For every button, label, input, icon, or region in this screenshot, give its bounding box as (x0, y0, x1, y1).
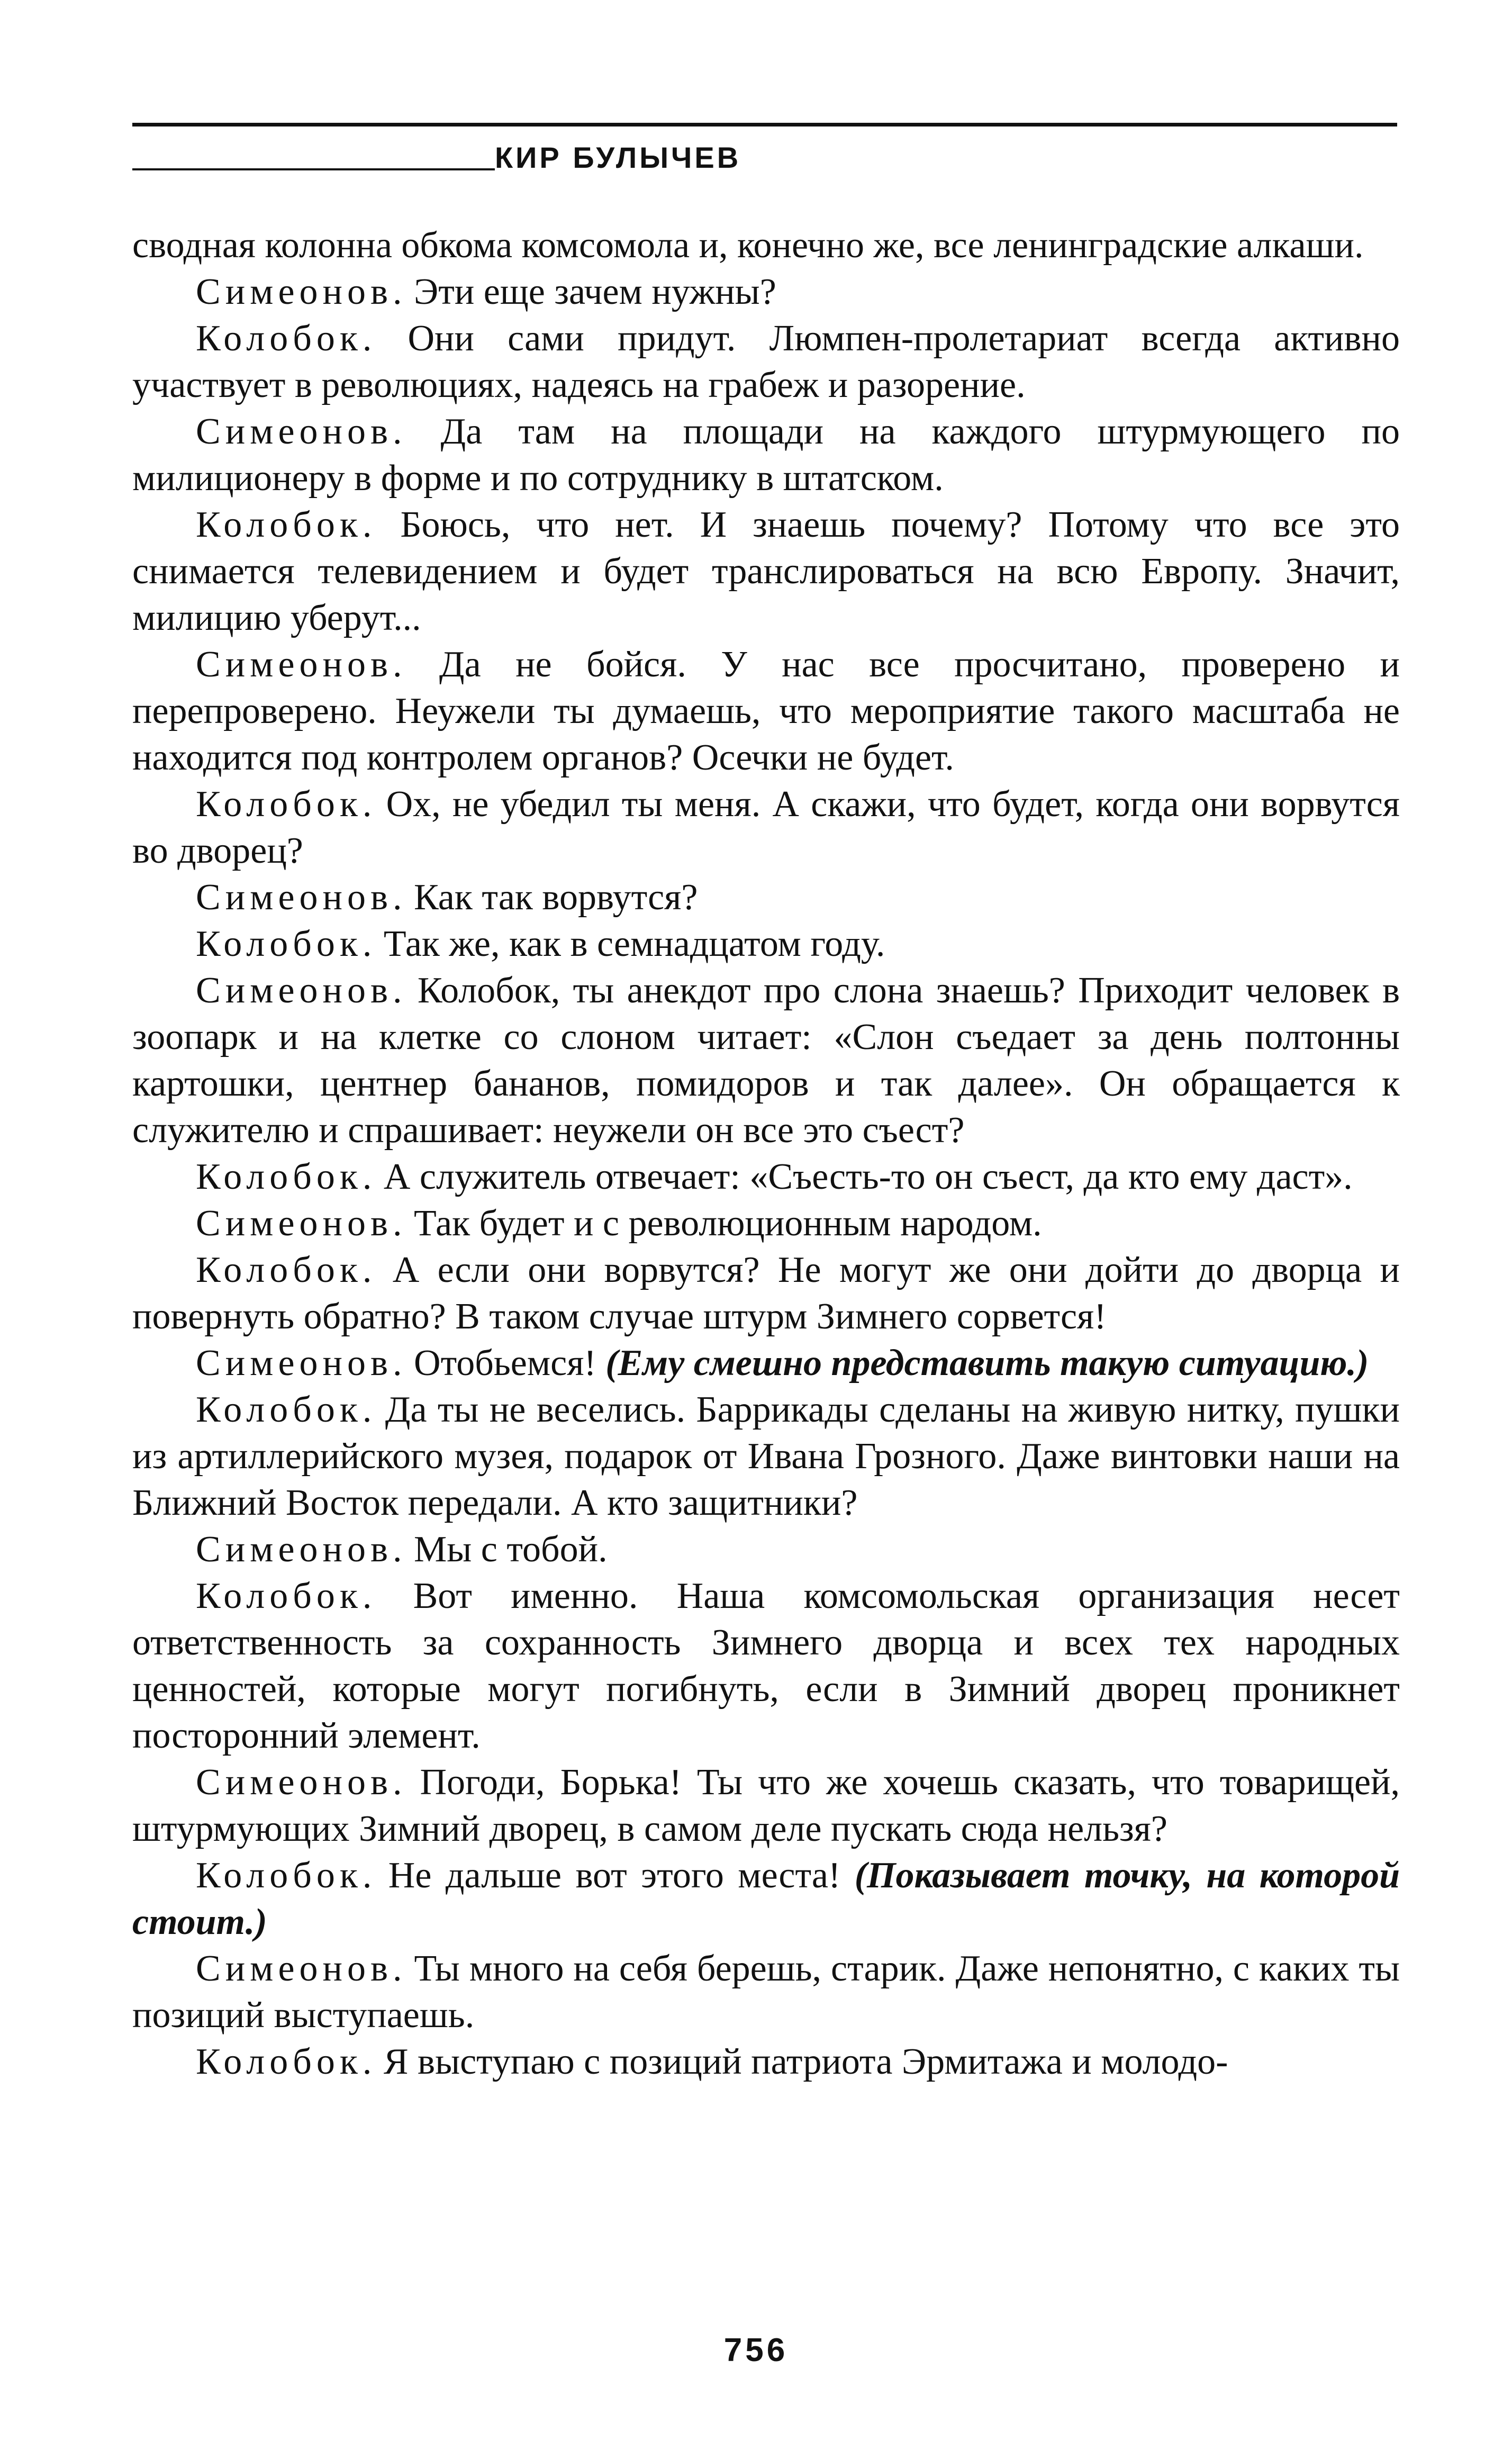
dialogue-paragraph (132, 1387, 1400, 1526)
speech-text: Мы с тобой. (404, 1529, 608, 1570)
speech-text: Так будет и с революционным народом. (404, 1203, 1042, 1244)
speaker-name: Колобок. (196, 1250, 377, 1290)
speech-text: Колобок, ты анекдот про слона знаешь? Приходит человек в зоопарк и на клетке со слоном читает: «Слон съедает за день полтонны картошки, центнер бананов, помидоров и так далее». Он обращается к служителю и спрашивает: неужели он все это съест? (132, 970, 1400, 1151)
dialogue-paragraph (132, 921, 1400, 968)
dialogue-paragraph (132, 269, 1400, 315)
speaker-name: Симеонов. (196, 877, 407, 918)
speech-text: Да не бойся. У нас все просчитано, проверено и перепроверено. Неужели ты думаешь, что мероприятие такого масштаба не находится под контролем органов? Осечки не будет. (132, 644, 1400, 778)
speaker-name: Симеонов. (196, 1529, 407, 1570)
speech-text: Не дальше вот этого места! (374, 1855, 855, 1896)
header-underline (132, 168, 495, 170)
speaker-name: Симеонов. (196, 272, 407, 312)
speaker-name: Колобок. (196, 1855, 377, 1896)
speech-text: Ты много на себя берешь, старик. Даже непонятно, с каких ты позиций выступаешь. (132, 1948, 1400, 2036)
speaker-name: Колобок. (196, 1156, 377, 1197)
speech-text: А если они ворвутся? Не могут же они дойти до дворца и повернуть обратно? В таком случае штурм Зимнего сорвется! (132, 1250, 1400, 1337)
stage-direction: (Показывает точку, на которой стоит.) (132, 1855, 1400, 1942)
speech-text: Да ты не веселись. Баррикады сделаны на живую нитку, пушки из артиллерийского музея, подарок от Ивана Грозного. Даже винтовки наши на Ближний Восток передали. А кто защитники? (132, 1389, 1400, 1523)
dialogue-paragraph (132, 1759, 1400, 1852)
dialogue-paragraph (132, 1526, 1400, 1573)
speaker-name: Колобок. (196, 1389, 377, 1430)
speaker-name: Симеонов. (196, 1762, 407, 1803)
dialogue-paragraph (132, 968, 1400, 1154)
speaker-name: Симеонов. (196, 1948, 407, 1989)
dialogue-paragraph (132, 1154, 1400, 1200)
speech-text: Я выступаю с позиций патриота Эрмитажа и молодо- (374, 2041, 1228, 2082)
dialogue-paragraph (132, 1340, 1400, 1387)
stage-direction: (Ему смешно представить такую ситуацию.) (605, 1343, 1369, 1384)
speech-text: Боюсь, что нет. И знаешь почему? Потому что все это снимается телевидением и будет транслироваться на всю Европу. Значит, милицию уберут... (132, 504, 1400, 638)
dialogue-paragraph (132, 2039, 1400, 2085)
speaker-name: Колобок. (196, 924, 377, 964)
dialogue-paragraph (132, 874, 1400, 921)
speaker-name: Колобок. (196, 318, 377, 359)
running-title: КИР БУЛЫЧЕВ (495, 141, 741, 174)
speech-text: Как так ворвутся? (404, 877, 698, 918)
play-text (132, 222, 1400, 2085)
speaker-name: Колобок. (196, 2041, 377, 2082)
speech-text: Так же, как в семнадцатом году. (374, 924, 885, 964)
dialogue-paragraph (132, 1573, 1400, 1759)
dialogue-paragraph (132, 1247, 1400, 1340)
dialogue-paragraph (132, 409, 1400, 502)
running-header (132, 139, 1397, 181)
speech-text: Ох, не убедил ты меня. А скажи, что будет, когда они ворвутся во дворец? (132, 784, 1400, 871)
speech-text: Эти еще зачем нужны? (404, 272, 776, 312)
dialogue-paragraph (132, 315, 1400, 409)
speaker-name: Колобок. (196, 1576, 377, 1616)
dialogue-paragraph (132, 1200, 1400, 1247)
speech-text: Вот именно. Наша комсомольская организация несет ответственность за сохранность Зимнего дворца и всех тех народных ценностей, которые могут погибнуть, если в Зимний дворец проникнет посторонний элемент. (132, 1576, 1400, 1756)
dialogue-paragraph (132, 1852, 1400, 1946)
speaker-name: Симеонов. (196, 411, 407, 452)
dialogue-paragraph (132, 641, 1400, 781)
speech-text: Погоди, Борька! Ты что же хочешь сказать, что товарищей, штурмующих Зимний дворец, в самом деле пускать сюда нельзя? (132, 1762, 1400, 1849)
speaker-name: Колобок. (196, 784, 377, 825)
dialogue-paragraph (132, 222, 1400, 269)
dialogue-paragraph (132, 781, 1400, 874)
page-number: 756 (723, 2332, 789, 2368)
speech-text: сводная колонна обкома комсомола и, конечно же, все ленинградские алкаши. (132, 225, 1364, 266)
speaker-name: Колобок. (196, 504, 377, 545)
speech-text: Да там на площади на каждого штурмующего по милиционеру в форме и по сотруднику в штатском. (132, 411, 1400, 499)
speaker-name: Симеонов. (196, 1343, 407, 1384)
speaker-name: Симеонов. (196, 970, 407, 1011)
dialogue-paragraph (132, 1946, 1400, 2039)
speech-text: Они сами придут. Люмпен-пролетариат всегда активно участвует в революциях, надеясь на грабеж и разорение. (132, 318, 1400, 405)
speech-text: Отобьемся! (404, 1343, 606, 1384)
dialogue-paragraph (132, 502, 1400, 641)
speech-text: А служитель отвечает: «Съесть-то он съест, да кто ему даст». (374, 1156, 1353, 1197)
speaker-name: Симеонов. (196, 644, 407, 685)
speaker-name: Симеонов. (196, 1203, 407, 1244)
top-rule (132, 123, 1397, 126)
